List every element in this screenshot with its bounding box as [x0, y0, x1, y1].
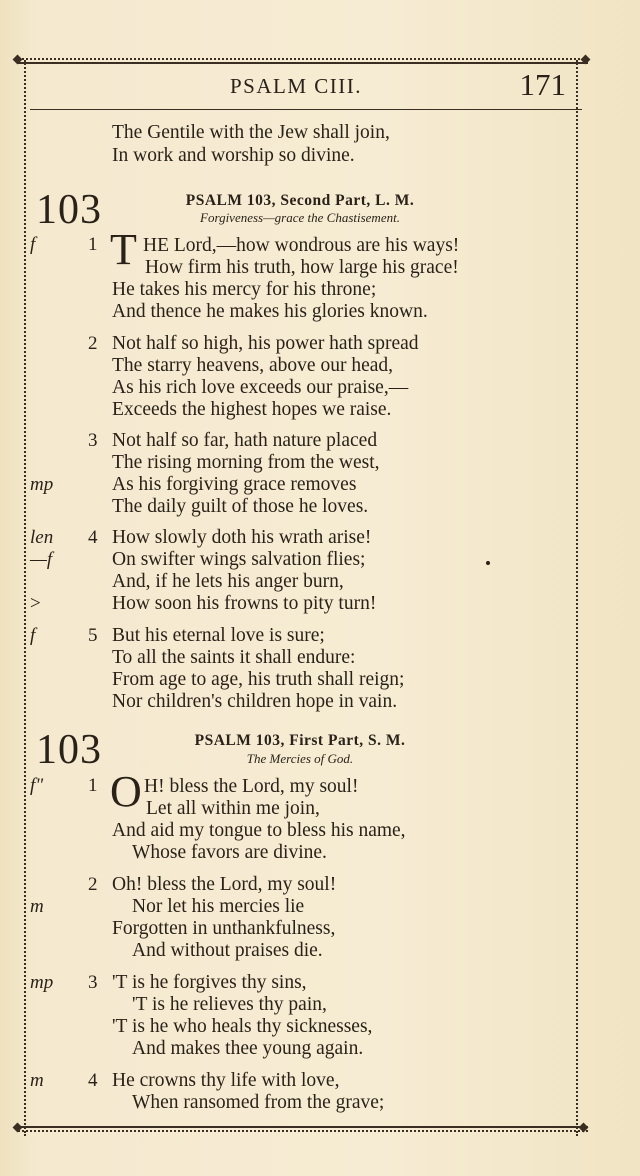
verse-line: How firm his truth, how large his grace! [145, 257, 459, 278]
drop-cap: O [110, 767, 142, 816]
hymn-number: 103 [36, 727, 102, 773]
stanza-number: 4 [88, 527, 98, 548]
verse-line: Nor children's children hope in vain. [112, 691, 398, 712]
verse-line: How slowly doth his wrath arise! [112, 527, 372, 548]
top-border [18, 58, 588, 60]
dynamic-mark: f [30, 625, 36, 646]
stanza-number: 1 [88, 775, 98, 796]
verse-line: 'T is he who heals thy sicknesses, [112, 1016, 373, 1037]
verse-line: To all the saints it shall endure: [112, 647, 356, 668]
verse-line: How soon his frowns to pity turn! [112, 593, 377, 614]
verse-line: And without praises die. [132, 940, 323, 961]
drop-cap: T [110, 225, 137, 274]
bottom-border [18, 1130, 588, 1132]
verse-line: Nor let his mercies lie [132, 896, 305, 917]
stanza-number: 4 [88, 1070, 98, 1091]
stanza-number: 5 [88, 625, 98, 646]
left-border [24, 60, 26, 1136]
dynamic-mark: m [30, 1070, 44, 1091]
verse-line: Oh! bless the Lord, my soul! [112, 874, 337, 895]
stanza-number: 1 [88, 234, 98, 255]
verse-line: The Gentile with the Jew shall join, [112, 122, 390, 143]
hymn-title: PSALM 103, Second Part, L. M. [185, 192, 415, 209]
dynamic-mark: mp [30, 474, 54, 495]
page-header [30, 67, 580, 106]
verse-line: HE Lord,—how wondrous are his ways! [143, 235, 460, 256]
verse-line: He takes his mercy for his throne; [112, 279, 377, 300]
verse-line: From age to age, his truth shall reign; [112, 669, 405, 690]
verse-line: And, if he lets his anger burn, [112, 571, 344, 592]
hymn-subtitle: Forgiveness—grace the Chastisement. [200, 210, 400, 225]
right-border [576, 60, 578, 1136]
accent-mark: > [30, 593, 41, 614]
verse-line: And makes thee young again. [132, 1038, 364, 1059]
top-border-line [18, 62, 588, 64]
verse-line: In work and worship so divine. [112, 145, 355, 166]
dynamic-mark: m [30, 896, 44, 917]
verse-line: But his eternal love is sure; [112, 625, 325, 646]
stanza-number: 2 [88, 333, 98, 354]
page-number: 171 [519, 67, 566, 102]
verse-line: He crowns thy life with love, [112, 1070, 340, 1091]
verse-line: Not half so far, hath nature placed [112, 430, 378, 451]
dynamic-mark: mp [30, 972, 54, 993]
hymn-number: 103 [36, 187, 102, 233]
verse-line: The starry heavens, above our head, [112, 355, 394, 376]
hymn-title: PSALM 103, First Part, S. M. [194, 732, 406, 749]
running-title: PSALM CIII. [230, 74, 363, 98]
dynamic-mark: f [30, 234, 36, 255]
verse-line: On swifter wings salvation flies; [112, 549, 366, 570]
ink-speck [486, 561, 490, 565]
stanza-number: 3 [88, 972, 98, 993]
bottom-border-line [18, 1126, 588, 1128]
verse-line: Forgotten in unthankfulness, [112, 918, 336, 939]
verse-line: As his forgiving grace removes [112, 474, 357, 495]
dynamic-mark: f" [30, 775, 44, 796]
verse-line: Let all within me join, [146, 798, 320, 819]
verse-line: When ransomed from the grave; [132, 1092, 385, 1113]
verse-line: 'T is he relieves thy pain, [132, 994, 327, 1015]
verse-line: Whose favors are divine. [132, 842, 327, 863]
verse-line: And thence he makes his glories known. [112, 301, 428, 322]
header-rule [30, 109, 582, 110]
stanza-number: 2 [88, 874, 98, 895]
stanza-number: 3 [88, 430, 98, 451]
verse-line: As his rich love exceeds our praise,— [112, 377, 409, 398]
verse-line: 'T is he forgives thy sins, [112, 972, 307, 993]
hymn-subtitle: The Mercies of God. [246, 751, 354, 766]
dynamic-mark: —f [30, 549, 53, 570]
verse-line: Not half so high, his power hath spread [112, 333, 419, 354]
verse-line: Exceeds the highest hopes we raise. [112, 399, 392, 420]
dynamic-mark: len [30, 527, 54, 548]
verse-line: The daily guilt of those he loves. [112, 496, 369, 517]
verse-line: H! bless the Lord, my soul! [144, 776, 359, 797]
verse-line: The rising morning from the west, [112, 452, 380, 473]
verse-line: And aid my tongue to bless his name, [112, 820, 406, 841]
